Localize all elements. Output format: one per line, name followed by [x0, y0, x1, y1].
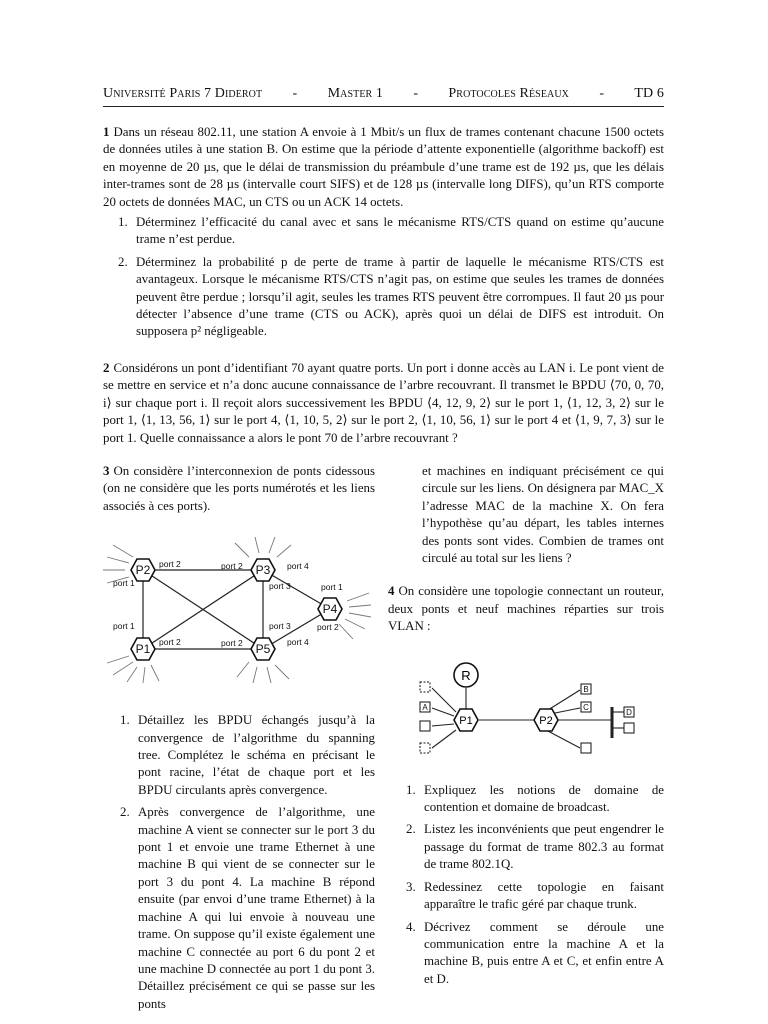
link [432, 730, 456, 748]
machine-label: A [422, 702, 428, 712]
item-number: 1. [120, 713, 130, 728]
list-item [406, 919, 664, 989]
exercise-number: 3 [103, 464, 110, 478]
bridge-label: P2 [539, 714, 553, 727]
header-rule [103, 106, 664, 107]
exercise-3-intro [103, 463, 375, 515]
exercise-1 [103, 124, 664, 346]
machine [420, 721, 430, 731]
item-number: 3. [406, 879, 416, 894]
exercise-3-questions [120, 712, 375, 1013]
item-text: Redessinez cette topologie en faisant apparaître le trafic géré par chaque trunk. [424, 879, 664, 912]
exercise-2 [103, 360, 664, 447]
list-item [118, 254, 664, 341]
port-label: port 2 [159, 559, 181, 570]
link [432, 688, 456, 712]
port-label: port 2 [317, 622, 339, 633]
item-text: Listez les inconvénients que peut engendrer le passage du format de trame 802.3 au format de trame 802.1Q. [424, 822, 664, 872]
item-number: 2. [120, 805, 130, 820]
list-item [406, 782, 664, 817]
link [432, 708, 454, 716]
item-number: 2. [406, 822, 416, 837]
port-label: port 3 [269, 621, 291, 632]
exercise-text: On considère l’interconnexion de ponts cidessous (on ne considère que les ports numérotés et les liens associés à ces ports). [103, 464, 375, 513]
page-header [103, 86, 664, 102]
header-separator: - [599, 86, 605, 101]
port-label: port 4 [287, 637, 309, 648]
exercise-3 [103, 463, 375, 1018]
exercise-1-questions [118, 214, 664, 341]
item-text: Expliquez les notions de domaine de contention et domaine de broadcast. [424, 782, 664, 815]
machine [581, 743, 591, 753]
list-item [406, 879, 664, 914]
port-label: port 2 [221, 561, 243, 572]
item-text: Détaillez les BPDU échangés jusqu’à la convergence de l’algorithme du spanning tree. Complétez le schéma en précisant le pont racine, l’état de chaque port et les BPDU circulants après convergence. [138, 713, 375, 797]
bridge-label: P5 [255, 642, 271, 657]
list-item [120, 804, 375, 1013]
link [548, 690, 580, 710]
machine-label: D [626, 707, 632, 717]
exercise-3-continuation: et machines en indiquant précisément ce qui circule sur les liens. On désignera par MAC_X l’adresse MAC de la machine X. On fera l’hypothèse qu’au départ, les tables internes des ponts sont vides. Combien de trames ont circulé au total sur les liens ? [422, 464, 664, 566]
item-number: 1. [118, 215, 128, 230]
router-label: R [461, 667, 471, 683]
bridge-label: P4 [322, 602, 338, 617]
machine-label: C [583, 702, 589, 712]
exercise-text: On considère une topologie connectant un routeur, deux ponts et neuf machines réparties sur trois VLAN : [388, 584, 664, 634]
exercise-4-questions [406, 782, 664, 988]
header-sheet: TD 6 [634, 86, 664, 101]
port-label: port 2 [221, 638, 243, 649]
exercise-4-intro [388, 583, 664, 635]
right-column [388, 463, 664, 993]
list-item [118, 214, 664, 249]
header-separator: - [413, 86, 419, 101]
port-label: port 2 [159, 637, 181, 648]
link [432, 724, 454, 726]
header-degree: Master 1 [327, 86, 384, 101]
header-course: Protocoles Réseaux [448, 86, 570, 101]
list-item [406, 821, 664, 873]
item-number: 4. [406, 919, 416, 934]
exercise-text: Considérons un pont d’identifiant 70 ayant quatre ports. Un port i donne accès au LAN i. Le pont vient de se mettre en service et n’a donc aucune connaissance de l’arbre recouvrant. Il transmet le BPDU ⟨70, 0, 70, i⟩ sur chaque port i. Il reçoit alors successivement les BPDU ⟨4, 12, 9, 2⟩ sur le port 1, ⟨1, 12, 3, 2⟩ sur le port 1, ⟨1, 13, 56, 1⟩ sur le port 4, ⟨1, 10, 5, 2⟩ sur le port 2, ⟨1, 10, 56, 1⟩ sur le port 4 et ⟨1, 9, 7, 3⟩ sur le port 1. Quelle connaissance a alors le pont 70 de l’arbre recouvrant ? [103, 361, 664, 445]
item-text: Déterminez l’efficacité du canal avec et sans le mécanisme RTS/CTS quand on estime qu’aucune trame n’est perdue. [136, 215, 664, 247]
exercise-1-intro [103, 124, 664, 211]
vlan-topology-diagram [388, 650, 664, 770]
port-label: port 1 [113, 621, 135, 632]
port-label: port 1 [321, 582, 343, 593]
bridge-label: P2 [135, 563, 151, 578]
machine [420, 743, 430, 753]
bridge-label: P1 [459, 714, 473, 727]
item-text: Déterminez la probabilité p de perte de trame à partir de laquelle le mécanisme RTS/CTS est avantageux. Lorsque le mécanisme RTS/CTS n’agit pas, on estime que seules les trames de données peuvent être perdue ; lorsqu’il agit, seules les trames RTS peuvent être corrompues. Il faut 20 µs pour détecter l’absence d’une trame (CTS ou ACK), après quoi un délai de DIFS est introduit. On supposera p² négligeable. [136, 254, 664, 339]
exercise-number: 2 [103, 361, 110, 375]
machine [420, 682, 430, 692]
header-separator: - [292, 86, 298, 101]
exercise-number: 4 [388, 584, 395, 599]
item-text: Décrivez comment se déroule une communication entre la machine A et la machine B, puis entre A et C, et enfin entre A et D. [424, 919, 664, 986]
machine [624, 723, 634, 733]
bridge-label: P3 [255, 563, 271, 578]
exercise-text: Dans un réseau 802.11, une station A envoie à 1 Mbit/s un flux de trames contenant chacune 1500 octets de données utiles à une station B. On estime que la période d’attente exponentielle (algorithme backoff) est en moyenne de 20 µs, que le délai de transmission du préambule d’une trame est de 192 µs, que les délais inter-trames sont de 28 µs (intervalle court SIFS) et de 128 µs (intervalle long DIFS), qu’un RTS comporte 20 octets de données MAC, un CTS ou un ACK 14 octets. [103, 125, 664, 209]
list-item [120, 712, 375, 799]
link [546, 730, 580, 748]
item-number: 1. [406, 782, 416, 797]
item-text: Après convergence de l’algorithme, une machine A vient se connecter sur le port 3 du pont 1 et envoie une trame Ethernet à une machine B qui vient de se connecter sur le port 3 du pont 4. La machine B répond ensuite (par envoi d’une trame Ethernet) à la machine A qui lui envoie à nouveau une trame. On suppose qu’il existe également une machine C connectée au port 6 du pont 2 et une machine D connectée au port 1 du pont 3. Détaillez précisément ce qui se passe sur les ponts [138, 805, 375, 1011]
bridge-label: P1 [135, 642, 151, 657]
port-label: port 3 [269, 581, 291, 592]
bridge-interconnection-diagram [99, 527, 371, 702]
port-label: port 4 [287, 561, 309, 572]
item-number: 2. [118, 254, 128, 269]
exercise-number: 1 [103, 125, 110, 139]
port-label: port 1 [113, 578, 135, 589]
machine-label: B [583, 684, 589, 694]
header-university: Université Paris 7 Diderot [103, 86, 263, 101]
